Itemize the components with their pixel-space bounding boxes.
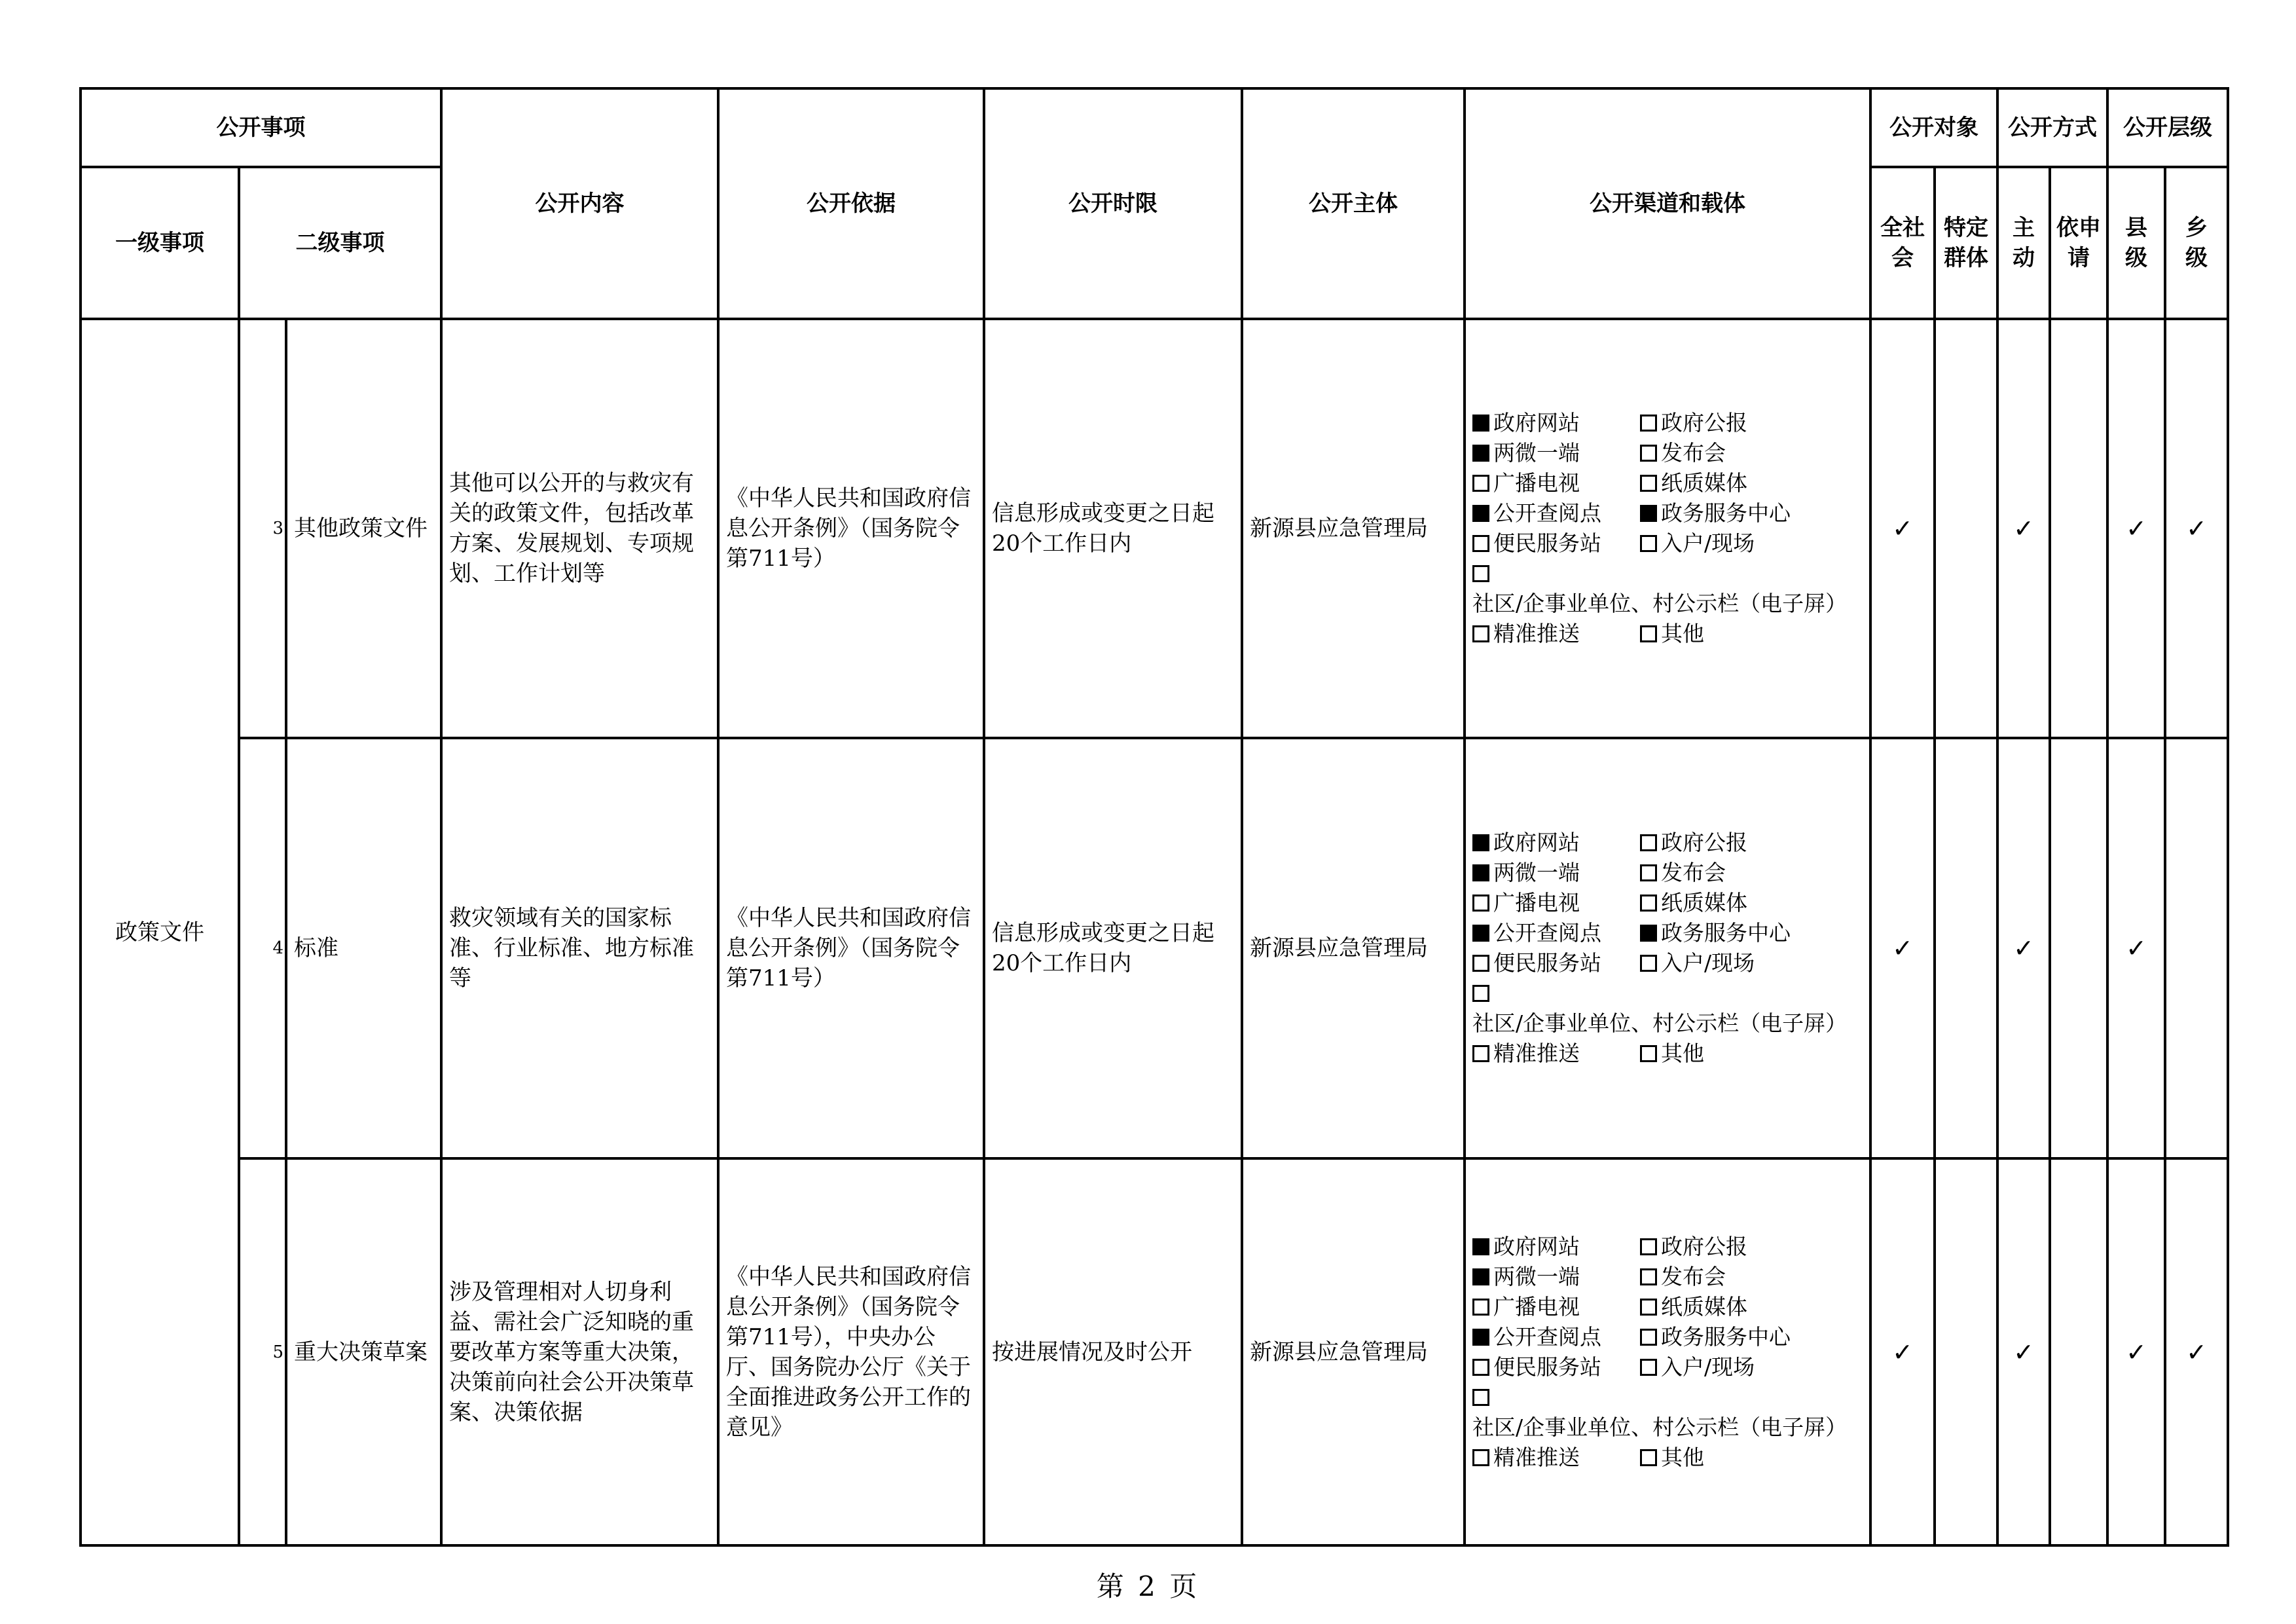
row-item: 标准 (286, 738, 441, 1158)
channel-label: 社区/企事业单位、村公示栏（电子屏） (1472, 1010, 1848, 1036)
mark-specific (1935, 319, 1997, 738)
row-time-limit: 按进展情况及时公开 (984, 1158, 1242, 1545)
header-method-active (1997, 167, 2050, 319)
row-time-limit: 信息形成或变更之日起20个工作日内 (984, 319, 1242, 738)
checkbox-community (1472, 565, 1489, 582)
row-number: 4 (239, 738, 286, 1158)
channel-label: 广播电视 (1493, 1293, 1580, 1320)
checkbox-broadcast (1472, 1299, 1489, 1316)
channel-label: 纸质媒体 (1661, 1293, 1748, 1320)
mark-county: ✓ (2107, 319, 2165, 738)
checkbox-reading (1472, 505, 1489, 522)
row-content: 其他可以公开的与救灾有关的政策文件，包括改革方案、发展规划、专项规划、工作计划等 (441, 319, 718, 738)
channel-label: 政务服务中心 (1661, 500, 1791, 526)
mark-active: ✓ (1997, 738, 2050, 1158)
checkbox-gov-website (1472, 415, 1489, 432)
checkbox-reading (1472, 925, 1489, 942)
header-channels: 公开渠道和载体 (1465, 88, 1870, 319)
checkbox-press (1640, 864, 1657, 881)
channel-label: 广播电视 (1493, 470, 1580, 496)
header-public-items: 公开事项 (81, 88, 441, 167)
channel-label: 其他 (1661, 1041, 1705, 1066)
header-target-specific-text: 特定群体 (1944, 215, 1989, 271)
channel-label: 社区/企事业单位、村公示栏（电子屏） (1472, 1414, 1848, 1440)
mark-all: ✓ (1870, 1158, 1935, 1545)
row-number: 5 (239, 1158, 286, 1545)
channel-label: 政府公报 (1661, 410, 1748, 435)
checkbox-service-center (1640, 925, 1657, 942)
row-content: 涉及管理相对人切身利益、需社会广泛知晓的重要改革方案等重大决策，决策前向社会公开决策草案、决策依据 (441, 1158, 718, 1545)
header-method-active-text: 主动 (2013, 215, 2035, 271)
header-method-group: 公开方式 (1997, 88, 2107, 167)
row-item: 其他政策文件 (286, 319, 441, 738)
mark-county: ✓ (2107, 1158, 2165, 1545)
mark-county: ✓ (2107, 738, 2165, 1158)
mark-township (2165, 738, 2228, 1158)
channel-label: 政府网站 (1493, 1233, 1580, 1259)
row-subject: 新源县应急管理局 (1242, 1158, 1465, 1545)
checkbox-press (1640, 445, 1657, 462)
mark-active: ✓ (1997, 1158, 2050, 1545)
checkbox-service-station (1472, 1359, 1489, 1376)
disclosure-table (79, 87, 2229, 1547)
channel-label: 纸质媒体 (1661, 470, 1748, 496)
mark-request (2050, 319, 2107, 738)
channel-label: 精准推送 (1493, 621, 1580, 646)
checkbox-door (1640, 1359, 1657, 1376)
header-level-group: 公开层级 (2107, 88, 2228, 167)
channel-label: 公开查阅点 (1493, 500, 1602, 526)
header-basis: 公开依据 (718, 88, 984, 319)
channel-label: 入户/现场 (1661, 950, 1755, 976)
row-subject: 新源县应急管理局 (1242, 319, 1465, 738)
mark-active: ✓ (1997, 319, 2050, 738)
row-time-limit: 信息形成或变更之日起20个工作日内 (984, 738, 1242, 1158)
checkbox-gov-website (1472, 1238, 1489, 1255)
checkbox-door (1640, 955, 1657, 972)
page-footer: 第 2 页 (1096, 1570, 1200, 1602)
checkbox-other (1640, 1449, 1657, 1466)
channel-label: 两微一端 (1493, 1263, 1580, 1289)
checkbox-gov-gazette (1640, 1238, 1657, 1255)
header-method-request-text: 依申请 (2056, 215, 2102, 271)
mark-all: ✓ (1870, 738, 1935, 1158)
channel-label: 公开查阅点 (1493, 1323, 1602, 1350)
header-target-all (1870, 167, 1935, 319)
mark-township: ✓ (2165, 319, 2228, 738)
checkbox-paper (1640, 475, 1657, 492)
header-time-limit: 公开时限 (984, 88, 1242, 319)
checkbox-two-micro (1472, 864, 1489, 881)
channel-label: 政府网站 (1493, 410, 1580, 435)
category-cell: 政策文件 (81, 319, 239, 1545)
checkbox-gov-gazette (1640, 834, 1657, 851)
header-level-township (2165, 167, 2228, 319)
row-channels (1465, 319, 1870, 738)
mark-all: ✓ (1870, 319, 1935, 738)
mark-request (2050, 1158, 2107, 1545)
header-level-township-text: 乡级 (2185, 215, 2208, 271)
row-number: 3 (239, 319, 286, 738)
channel-label: 发布会 (1661, 440, 1726, 466)
table-row (81, 319, 2228, 738)
mark-specific (1935, 738, 1997, 1158)
header-level-county (2107, 167, 2165, 319)
checkbox-service-station (1472, 955, 1489, 972)
checkbox-service-station (1472, 535, 1489, 552)
channel-label: 社区/企事业单位、村公示栏（电子屏） (1472, 591, 1848, 616)
channel-label: 便民服务站 (1493, 950, 1602, 976)
channel-label: 发布会 (1661, 860, 1726, 885)
channel-label: 政府网站 (1493, 830, 1580, 855)
channel-label: 两微一端 (1493, 860, 1580, 885)
mark-request (2050, 738, 2107, 1158)
channel-label: 纸质媒体 (1661, 890, 1748, 915)
row-channels (1465, 1158, 1870, 1545)
table-row (81, 738, 2228, 1158)
checkbox-broadcast (1472, 475, 1489, 492)
channel-label: 政府公报 (1661, 1233, 1748, 1259)
checkbox-other (1640, 1045, 1657, 1062)
checkbox-reading (1472, 1329, 1489, 1346)
channel-label: 两微一端 (1493, 440, 1580, 466)
checkbox-two-micro (1472, 1268, 1489, 1285)
header-level-county-text: 县级 (2125, 215, 2148, 271)
row-item: 重大决策草案 (286, 1158, 441, 1545)
channel-label: 政府公报 (1661, 830, 1748, 855)
checkbox-push (1472, 1045, 1489, 1062)
row-subject: 新源县应急管理局 (1242, 738, 1465, 1158)
mark-specific (1935, 1158, 1997, 1545)
row-basis: 《中华人民共和国政府信息公开条例》（国务院令第711号） (718, 738, 984, 1158)
header-level2: 二级事项 (239, 167, 441, 319)
header-subject: 公开主体 (1242, 88, 1465, 319)
channel-label: 发布会 (1661, 1263, 1726, 1289)
header-target-group: 公开对象 (1870, 88, 1997, 167)
checkbox-other (1640, 625, 1657, 642)
row-content: 救灾领域有关的国家标准、行业标准、地方标准等 (441, 738, 718, 1158)
checkbox-gov-website (1472, 834, 1489, 851)
checkbox-door (1640, 535, 1657, 552)
channel-label: 精准推送 (1493, 1444, 1580, 1470)
checkbox-two-micro (1472, 445, 1489, 462)
checkbox-service-center (1640, 1329, 1657, 1346)
channel-label: 精准推送 (1493, 1041, 1580, 1066)
checkbox-service-center (1640, 505, 1657, 522)
checkbox-push (1472, 1449, 1489, 1466)
header-level1: 一级事项 (81, 167, 239, 319)
table-row (81, 1158, 2228, 1545)
row-channels (1465, 738, 1870, 1158)
checkbox-broadcast (1472, 895, 1489, 912)
checkbox-community (1472, 1389, 1489, 1406)
header-target-all-text: 全社会 (1880, 215, 1925, 271)
checkbox-community (1472, 985, 1489, 1002)
header-content: 公开内容 (441, 88, 718, 319)
channel-label: 政务服务中心 (1661, 1323, 1791, 1350)
header-target-specific (1935, 167, 1997, 319)
mark-township: ✓ (2165, 1158, 2228, 1545)
checkbox-gov-gazette (1640, 415, 1657, 432)
channel-label: 便民服务站 (1493, 530, 1602, 556)
header-method-request (2050, 167, 2107, 319)
row-basis: 《中华人民共和国政府信息公开条例》（国务院令第711号），中央办公厅、国务院办公厅《关于全面推进政务公开工作的意见》 (718, 1158, 984, 1545)
checkbox-paper (1640, 1299, 1657, 1316)
checkbox-push (1472, 625, 1489, 642)
channel-label: 便民服务站 (1493, 1354, 1602, 1380)
channel-label: 政务服务中心 (1661, 920, 1791, 946)
channel-label: 其他 (1661, 621, 1705, 646)
channel-label: 其他 (1661, 1444, 1705, 1470)
row-basis: 《中华人民共和国政府信息公开条例》（国务院令第711号） (718, 319, 984, 738)
channel-label: 入户/现场 (1661, 1354, 1755, 1380)
checkbox-paper (1640, 895, 1657, 912)
channel-label: 入户/现场 (1661, 530, 1755, 556)
channel-label: 公开查阅点 (1493, 920, 1602, 946)
checkbox-press (1640, 1268, 1657, 1285)
channel-label: 广播电视 (1493, 890, 1580, 915)
